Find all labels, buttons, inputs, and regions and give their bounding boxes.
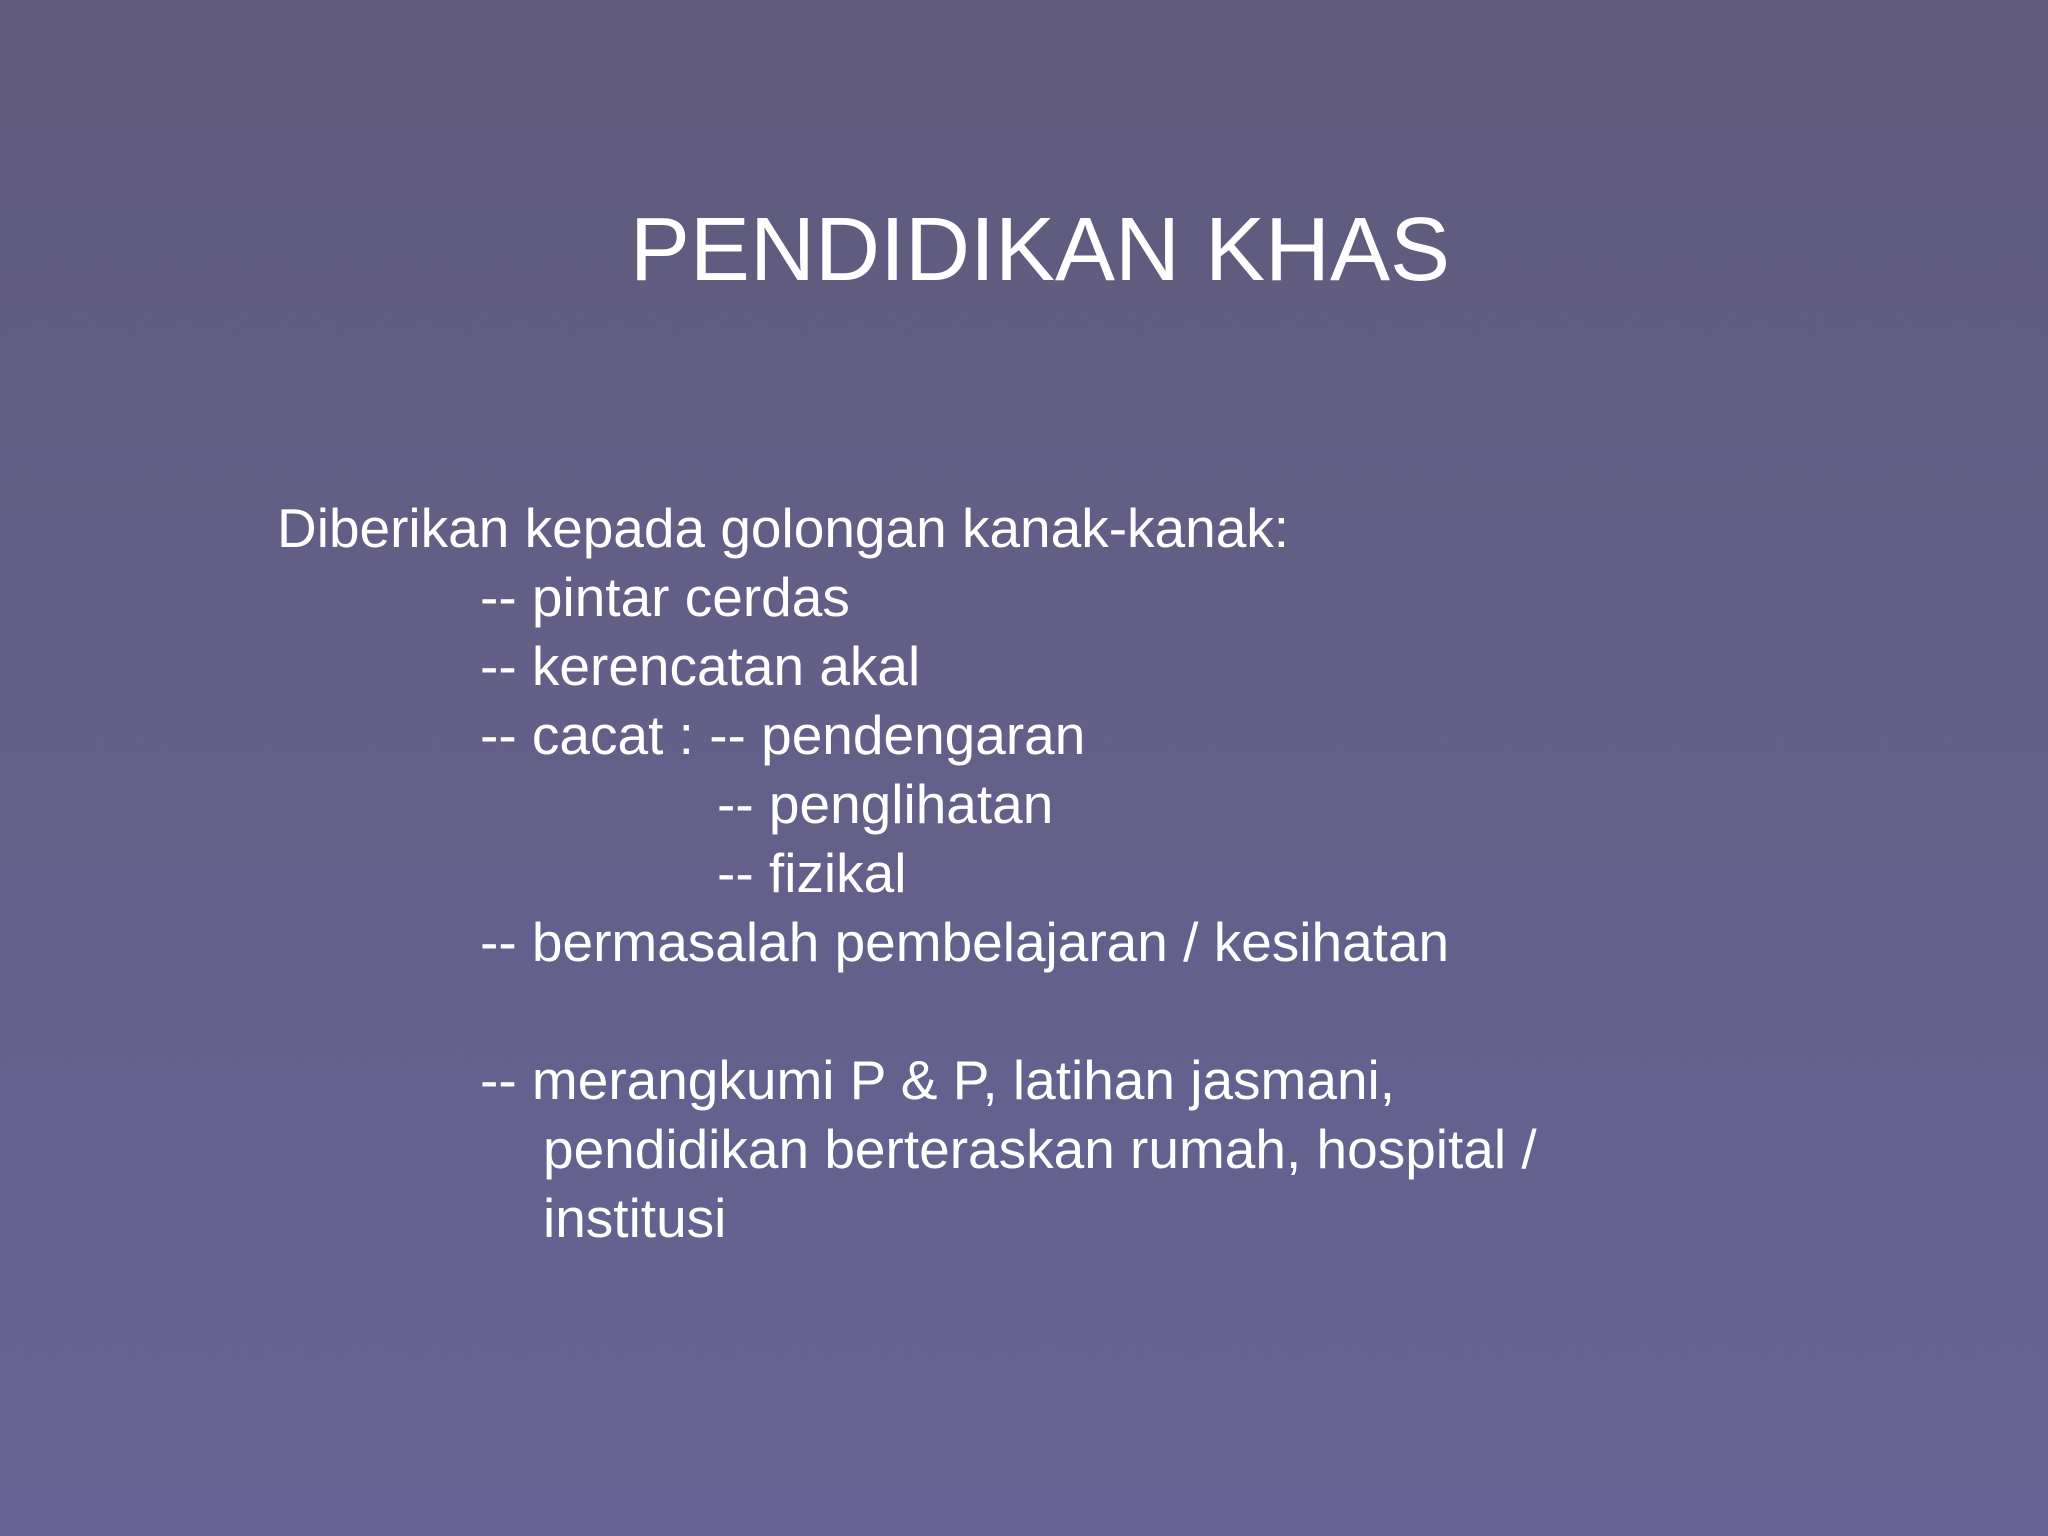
list-item: -- penglihatan (717, 773, 1054, 835)
intro-line: Diberikan kepada golongan kanak-kanak: (277, 497, 1290, 559)
list-item: -- kerencatan akal (480, 635, 921, 697)
list-item-continuation: pendidikan berteraskan rumah, hospital / (543, 1118, 1537, 1180)
list-item: -- fizikal (717, 842, 907, 904)
list-item-continuation: institusi (543, 1187, 727, 1249)
list-item: -- merangkumi P & P, latihan jasmani, (480, 1049, 1396, 1111)
slide-title: PENDIDIKAN KHAS (629, 200, 1451, 300)
list-item: -- bermasalah pembelajaran / kesihatan (480, 911, 1450, 973)
list-item: -- pintar cerdas (480, 566, 850, 628)
list-item: -- cacat : -- pendengaran (480, 704, 1086, 766)
